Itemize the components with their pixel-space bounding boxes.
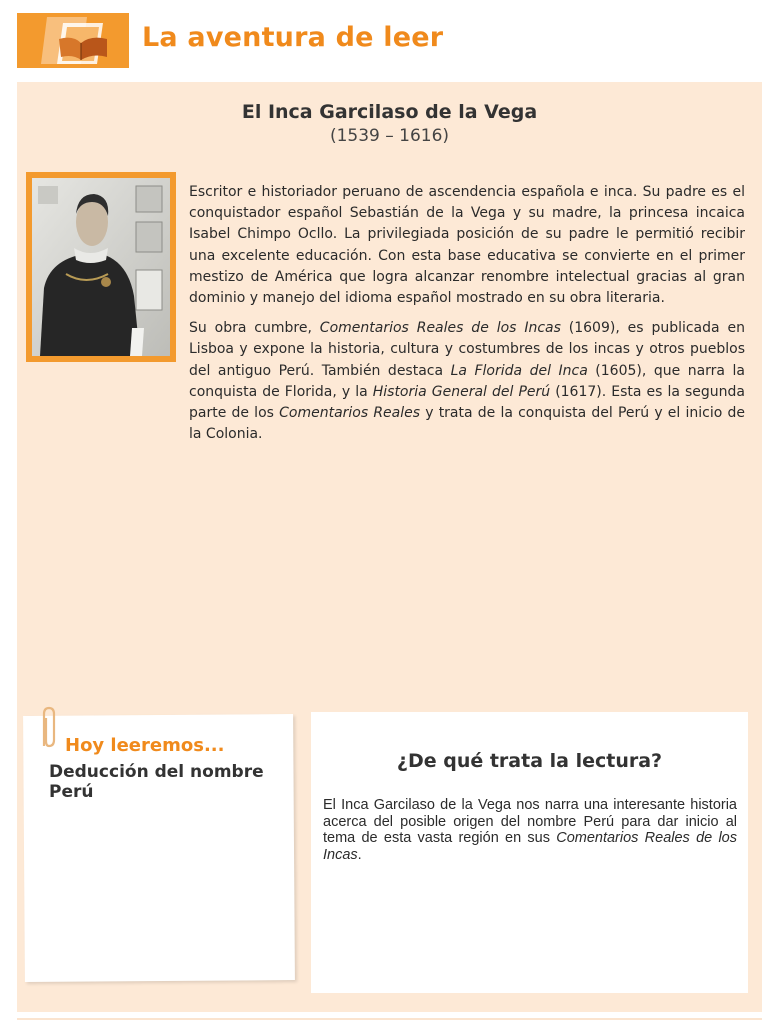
note-heading: Hoy leeremos... <box>65 735 225 756</box>
biography-paragraph-1: Escritor e historiador peruano de ascendencia española e inca. Su padre es el conquistador español Sebastián de la Vega y su madre, la princesa incaica Isabel Chimpo Ocllo. La privilegiada posición de su padre le permitió recibir una excelente educación. Con esta base educativa se convierte en el primer mestizo de América que logra alcanzar renombre intelectual gracias al gran dominio y manejo del idioma español mostrado en su obra literaria. <box>189 184 745 307</box>
summary-text: El Inca Garcilaso de la Vega nos narra una interesante historia acerca del posible origen del nombre Perú para dar inicio al tema de esta vasta región en sus Comentarios Reales de los Incas. <box>323 797 737 863</box>
portrait-image <box>32 178 170 356</box>
open-book-icon <box>17 13 129 68</box>
paperclip-icon <box>38 706 58 752</box>
page-title: El Inca Garcilaso de la Vega <box>241 101 538 123</box>
biography-text <box>189 182 745 454</box>
summary-heading: ¿De qué trata la lectura? <box>396 750 663 772</box>
header-title: La aventura de leer <box>142 22 444 53</box>
divider <box>17 1018 762 1020</box>
note-reading-title: Deducción del nombre Perú <box>49 762 264 802</box>
author-dates: (1539 – 1616) <box>329 126 450 146</box>
biography-paragraph-2: Su obra cumbre, Comentarios Reales de los Incas (1609), es publicada en Lisboa y expone la historia, cultura y costumbres de los incas y otros pueblos del antiguo Perú. También destaca La Florida del Inca (1605), que narra la conquista de Florida, y la Historia General del Perú (1617). Esta es la segunda parte de los Comentarios Reales y trata de la conquista del Perú y el inicio de la Colonia. <box>189 320 745 443</box>
portrait-frame <box>26 172 176 362</box>
page-header <box>0 0 779 80</box>
